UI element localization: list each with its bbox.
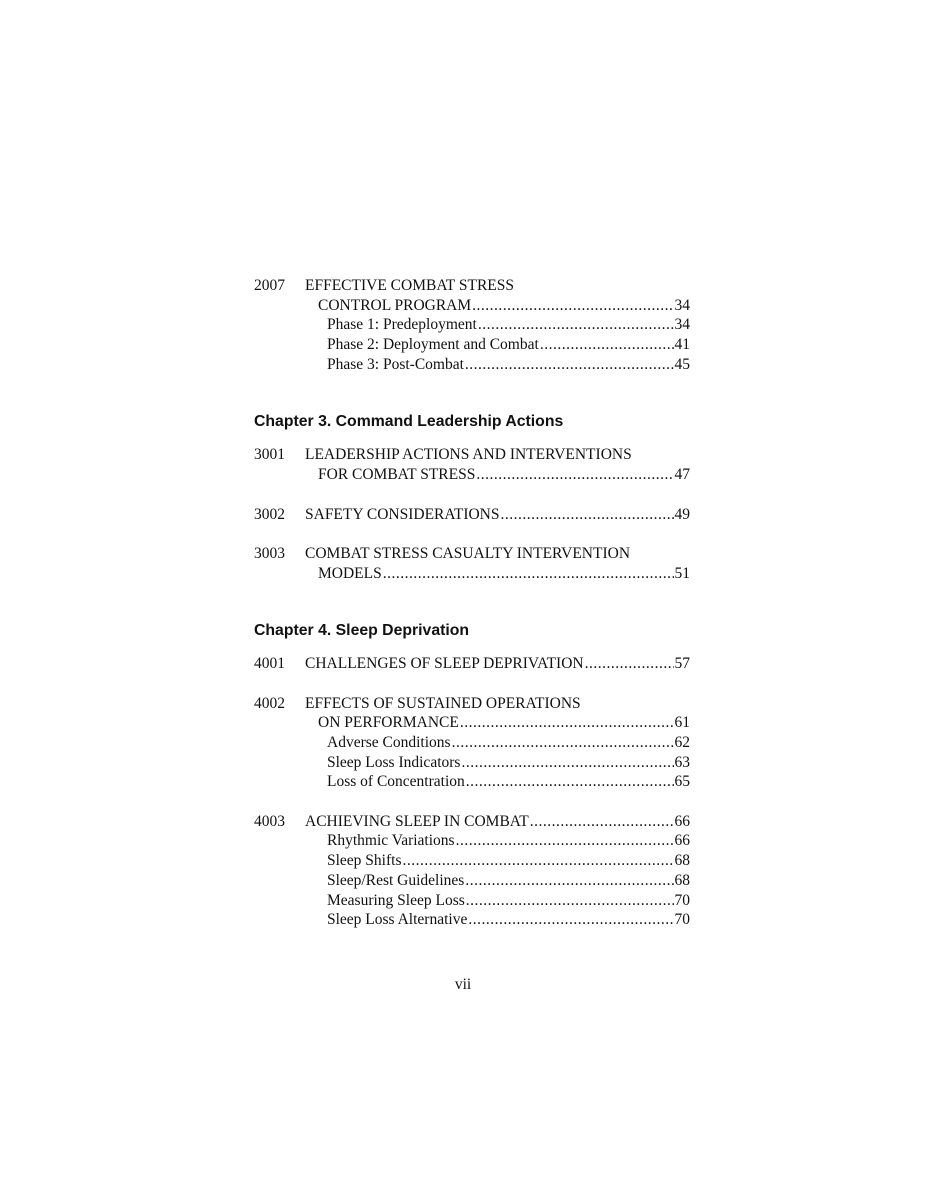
section-number: 3003 <box>254 544 285 562</box>
page-ref: 68 <box>674 852 690 870</box>
toc-subentry <box>254 851 690 871</box>
dot-leader <box>465 355 674 375</box>
toc-subentry <box>254 891 690 911</box>
toc-entry-heading <box>254 445 690 465</box>
toc-entry-3001 <box>254 445 690 484</box>
chapter-heading-3: Chapter 3. Command Leadership Actions <box>254 413 564 431</box>
page-number: vii <box>454 976 472 993</box>
subsection-title: Rhythmic Variations <box>327 832 455 850</box>
page-ref: 70 <box>674 911 690 929</box>
toc-entry-continuation <box>254 564 690 584</box>
page-ref: 41 <box>674 336 690 354</box>
section-title: LEADERSHIP ACTIONS AND INTERVENTIONS <box>305 446 632 464</box>
subsection-title: Adverse Conditions <box>327 734 451 751</box>
toc-subentry <box>254 315 690 335</box>
section-number: 3001 <box>254 446 285 464</box>
dot-leader <box>530 812 674 832</box>
page-ref: 61 <box>674 714 690 732</box>
dot-leader <box>585 654 674 674</box>
page-ref: 57 <box>674 655 690 673</box>
chapter-heading-4: Chapter 4. Sleep Deprivation <box>254 622 470 640</box>
section-title-continued: CONTROL PROGRAM <box>318 296 472 314</box>
toc-subentry <box>254 733 690 753</box>
toc-subentry <box>254 910 690 930</box>
toc-subentry <box>254 335 690 355</box>
section-number: 4001 <box>254 655 285 673</box>
subsection-title: Measuring Sleep Loss <box>327 891 465 909</box>
toc-subentry <box>254 831 690 851</box>
subsection-title: Sleep/Rest Guidelines <box>327 871 465 889</box>
page-ref: 34 <box>674 316 690 334</box>
toc-entry-heading <box>254 654 690 674</box>
toc-entry-heading <box>254 694 690 714</box>
page-ref: 34 <box>674 296 690 314</box>
dot-leader <box>472 296 673 316</box>
subsection-title: Phase 2: Deployment and Combat <box>327 336 539 354</box>
dot-leader <box>478 315 674 335</box>
dot-leader <box>383 564 674 584</box>
toc-entry-4001 <box>254 654 690 674</box>
section-number: 3002 <box>254 505 285 523</box>
toc-entry-4003 <box>254 812 690 930</box>
section-title: ACHIEVING SLEEP IN COMBAT <box>305 812 529 830</box>
dot-leader <box>540 335 674 355</box>
subsection-title: Sleep Loss Alternative <box>327 911 468 929</box>
section-title-continued: FOR COMBAT STRESS <box>318 466 476 484</box>
page-ref: 49 <box>674 505 690 523</box>
table-of-contents <box>254 276 690 930</box>
dot-leader <box>403 851 674 871</box>
toc-entry-continuation <box>254 713 690 733</box>
dot-leader <box>476 465 673 485</box>
toc-entry-3002 <box>254 505 690 525</box>
section-title: SAFETY CONSIDERATIONS <box>305 505 500 523</box>
toc-entry-heading <box>254 812 690 832</box>
page-ref: 70 <box>674 891 690 909</box>
section-number: 4003 <box>254 812 285 830</box>
subsection-title: Sleep Shifts <box>327 852 402 870</box>
page-ref: 63 <box>674 753 690 771</box>
section-title: COMBAT STRESS CASUALTY INTERVENTION <box>305 544 631 562</box>
section-title-continued: ON PERFORMANCE <box>318 714 459 732</box>
section-number: 2007 <box>254 277 285 294</box>
page-ref: 66 <box>674 812 690 830</box>
dot-leader <box>461 753 673 773</box>
section-title: CHALLENGES OF SLEEP DEPRIVATION <box>305 655 584 673</box>
dot-leader <box>460 713 674 733</box>
page-ref: 51 <box>674 564 690 582</box>
page-ref: 45 <box>674 355 690 373</box>
dot-leader <box>466 772 674 792</box>
section-title: EFFECTIVE COMBAT STRESS <box>305 277 515 294</box>
toc-entry-continuation <box>254 465 690 485</box>
page-ref: 66 <box>674 832 690 850</box>
toc-entry-heading <box>254 544 690 564</box>
dot-leader <box>465 871 673 891</box>
toc-subentry <box>254 355 690 375</box>
page-ref: 62 <box>674 734 690 751</box>
toc-entry-4002 <box>254 694 690 792</box>
dot-leader <box>500 505 673 525</box>
toc-subentry <box>254 871 690 891</box>
section-title: EFFECTS OF SUSTAINED OPERATIONS <box>305 694 581 712</box>
subsection-title: Sleep Loss Indicators <box>327 753 461 771</box>
dot-leader <box>452 733 674 753</box>
page-ref: 68 <box>674 871 690 889</box>
toc-entry-continuation <box>254 296 690 316</box>
toc-entry-heading <box>254 276 690 296</box>
page-ref: 47 <box>674 466 690 484</box>
toc-entry-3003 <box>254 544 690 583</box>
section-title-continued: MODELS <box>318 564 382 582</box>
dot-leader <box>466 891 674 911</box>
section-number: 4002 <box>254 694 285 712</box>
subsection-title: Loss of Concentration <box>327 773 465 791</box>
toc-subentry <box>254 753 690 773</box>
subsection-title: Phase 1: Predeployment <box>327 316 477 334</box>
dot-leader <box>456 831 674 851</box>
toc-entry-heading <box>254 505 690 525</box>
toc-entry-2007 <box>254 276 690 374</box>
subsection-title: Phase 3: Post-Combat <box>327 355 464 373</box>
dot-leader <box>468 910 673 930</box>
page-ref: 65 <box>674 773 690 791</box>
toc-subentry <box>254 772 690 792</box>
